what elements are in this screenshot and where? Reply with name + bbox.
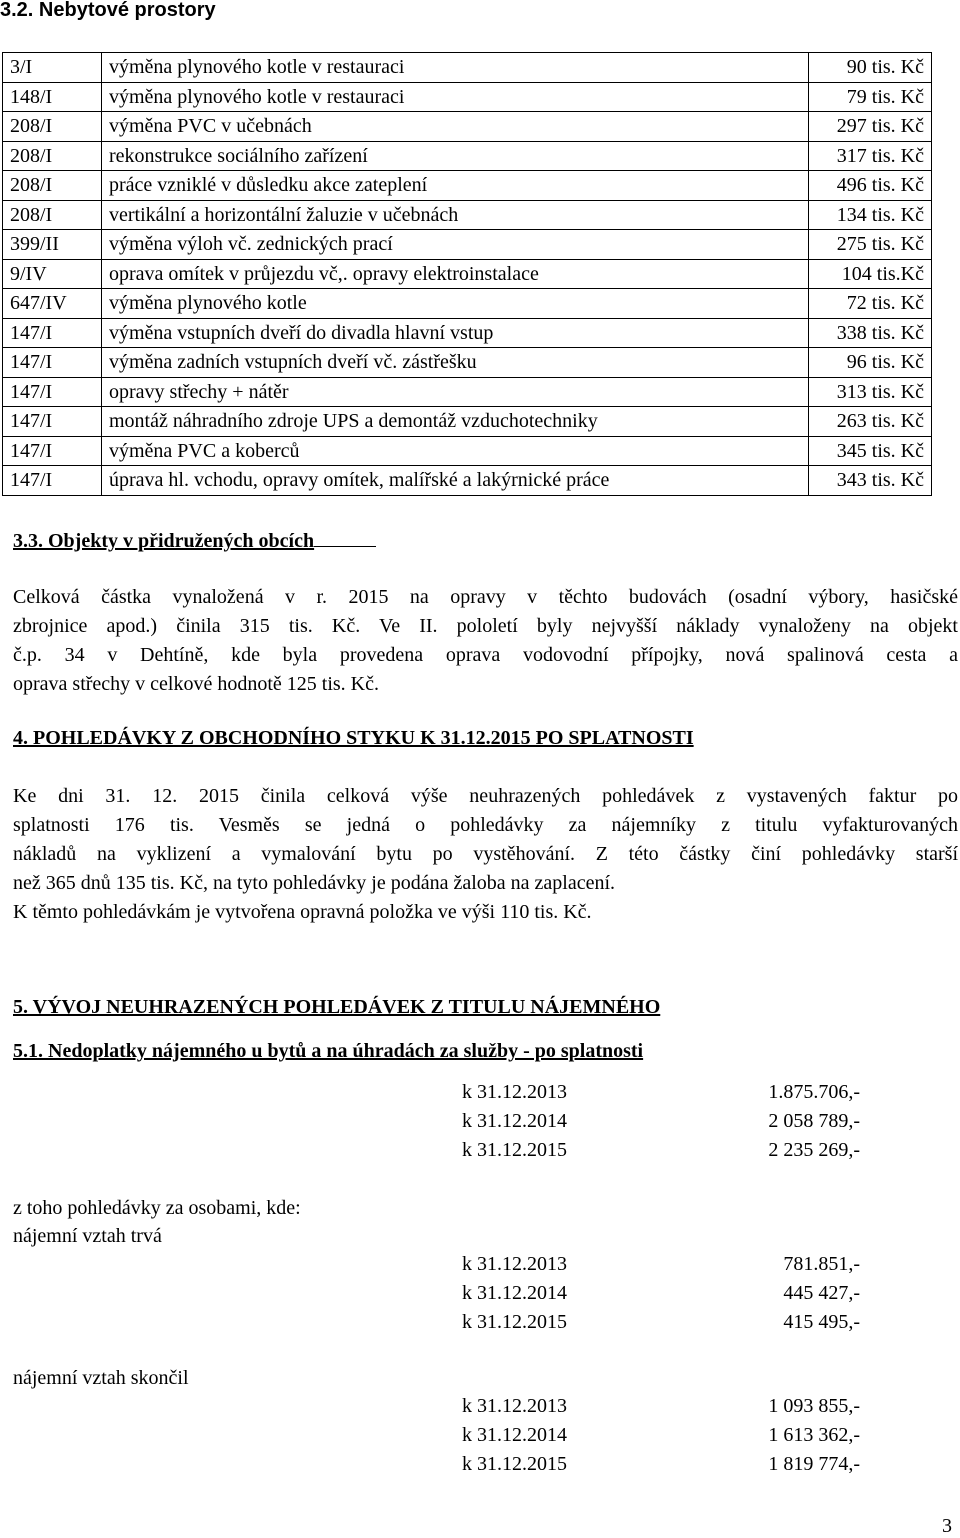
section-51-subtitle: 5.1. Nedoplatky nájemného u bytů a na úhradách za služby - po splatnosti xyxy=(13,1040,644,1062)
row-description: výměna PVC a koberců xyxy=(102,436,809,466)
table-row xyxy=(3,407,932,437)
text-line: Ke dni 31. 12. 2015 činila celková výše neuhrazených pohledávek z vystavených faktur po xyxy=(13,785,958,807)
row-amount: 496 tis. Kč xyxy=(809,171,932,201)
amount-row xyxy=(462,1110,860,1136)
row-code: 148/I xyxy=(3,82,102,112)
amount-value: 1 613 362,- xyxy=(768,1424,860,1446)
amount-date: k 31.12.2015 xyxy=(462,1453,567,1475)
row-amount: 96 tis. Kč xyxy=(809,348,932,378)
row-description: výměna plynového kotle v restauraci xyxy=(102,53,809,83)
row-amount: 343 tis. Kč xyxy=(809,466,932,496)
label-persons: z toho pohledávky za osobami, kde: xyxy=(13,1197,301,1219)
section-5-title: 5. VÝVOJ NEUHRAZENÝCH POHLEDÁVEK Z TITULU NÁJEMNÉHO xyxy=(13,996,661,1018)
row-code: 647/IV xyxy=(3,289,102,319)
row-code: 147/I xyxy=(3,377,102,407)
row-amount: 79 tis. Kč xyxy=(809,82,932,112)
table-row xyxy=(3,318,932,348)
amount-value: 1.875.706,- xyxy=(768,1081,860,1103)
amount-date: k 31.12.2013 xyxy=(462,1395,567,1417)
row-code: 3/I xyxy=(3,53,102,83)
section-4-paragraph xyxy=(13,782,958,927)
row-amount: 338 tis. Kč xyxy=(809,318,932,348)
amount-value: 415 495,- xyxy=(783,1311,860,1333)
section-4-title: 4. POHLEDÁVKY Z OBCHODNÍHO STYKU K 31.12.2015 PO SPLATNOSTI xyxy=(13,727,694,749)
page-number: 3 xyxy=(942,1515,952,1537)
text-line: oprava střechy v celkové hodnotě 125 tis. Kč. xyxy=(13,673,380,695)
row-code: 208/I xyxy=(3,112,102,142)
row-description: rekonstrukce sociálního zařízení xyxy=(102,141,809,171)
row-code: 147/I xyxy=(3,436,102,466)
row-amount: 134 tis. Kč xyxy=(809,200,932,230)
table-row xyxy=(3,53,932,83)
table-row xyxy=(3,289,932,319)
works-table xyxy=(2,52,932,496)
amount-date: k 31.12.2013 xyxy=(462,1253,567,1275)
text-line: Celková částka vynaložená v r. 2015 na opravy v těchto budovách (osadní výbory, hasičské xyxy=(13,586,958,608)
row-amount: 275 tis. Kč xyxy=(809,230,932,260)
row-code: 147/I xyxy=(3,348,102,378)
amount-row xyxy=(462,1424,860,1450)
text-line: zbrojnice apod.) činila 315 tis. Kč. Ve II. pololetí byly nejvyšší náklady vynaloženy na objekt xyxy=(13,615,958,637)
table-row xyxy=(3,82,932,112)
row-description: výměna PVC v učebnách xyxy=(102,112,809,142)
row-code: 9/IV xyxy=(3,259,102,289)
row-amount: 297 tis. Kč xyxy=(809,112,932,142)
table-row xyxy=(3,171,932,201)
table-row xyxy=(3,230,932,260)
row-description: výměna vstupních dveří do divadla hlavní vstup xyxy=(102,318,809,348)
text-line: nákladů na vyklizení a vymalování bytu po vystěhování. Z této částky činí pohledávky starší xyxy=(13,843,958,865)
row-code: 399/II xyxy=(3,230,102,260)
amount-row xyxy=(462,1139,860,1165)
amount-date: k 31.12.2015 xyxy=(462,1311,567,1333)
row-code: 147/I xyxy=(3,318,102,348)
amount-date: k 31.12.2014 xyxy=(462,1424,567,1446)
row-amount: 90 tis. Kč xyxy=(809,53,932,83)
row-description: opravy střechy + nátěr xyxy=(102,377,809,407)
text-line: než 365 dnů 135 tis. Kč, na tyto pohledávky je podána žaloba na zaplacení. xyxy=(13,872,616,894)
amount-date: k 31.12.2015 xyxy=(462,1139,567,1161)
amount-row xyxy=(462,1282,860,1308)
row-amount: 313 tis. Kč xyxy=(809,377,932,407)
text-line: K těmto pohledávkám je vytvořena opravná položka ve výši 110 tis. Kč. xyxy=(13,901,592,923)
amount-row xyxy=(462,1311,860,1337)
row-description: oprava omítek v průjezdu vč,. opravy elektroinstalace xyxy=(102,259,809,289)
text-line: splatnosti 176 tis. Vesměs se jedná o pohledávky za nájemníky z titulu vyfakturovaných xyxy=(13,814,958,836)
row-code: 147/I xyxy=(3,466,102,496)
row-amount: 104 tis.Kč xyxy=(809,259,932,289)
row-description: výměna zadních vstupních dveří vč. zástřešku xyxy=(102,348,809,378)
table-row xyxy=(3,377,932,407)
row-code: 208/I xyxy=(3,141,102,171)
row-code: 147/I xyxy=(3,407,102,437)
amount-date: k 31.12.2014 xyxy=(462,1110,567,1132)
table-row xyxy=(3,259,932,289)
table-row xyxy=(3,141,932,171)
row-amount: 317 tis. Kč xyxy=(809,141,932,171)
table-row xyxy=(3,112,932,142)
amount-value: 2 235 269,- xyxy=(768,1139,860,1161)
table-row xyxy=(3,466,932,496)
row-amount: 263 tis. Kč xyxy=(809,407,932,437)
row-code: 208/I xyxy=(3,171,102,201)
row-description: výměna plynového kotle v restauraci xyxy=(102,82,809,112)
row-description: vertikální a horizontální žaluzie v učebnách xyxy=(102,200,809,230)
section-32-title: 3.2. Nebytové prostory xyxy=(0,0,216,21)
text-line: č.p. 34 v Dehtíně, kde byla provedena oprava vodovodní přípojky, nová spalinová cesta a xyxy=(13,644,958,666)
row-code: 208/I xyxy=(3,200,102,230)
row-description: práce vzniklé v důsledku akce zateplení xyxy=(102,171,809,201)
table-row xyxy=(3,200,932,230)
amount-value: 781.851,- xyxy=(783,1253,860,1275)
table-row xyxy=(3,436,932,466)
section-33-paragraph xyxy=(13,583,958,699)
row-description: výměna plynového kotle xyxy=(102,289,809,319)
amount-row xyxy=(462,1395,860,1421)
section-33-title: 3.3. Objekty v přidružených obcích xyxy=(13,528,376,553)
amount-row xyxy=(462,1253,860,1279)
amount-value: 1 819 774,- xyxy=(768,1453,860,1475)
amount-value: 2 058 789,- xyxy=(768,1110,860,1132)
label-active-tenancy: nájemní vztah trvá xyxy=(13,1225,162,1247)
row-description: montáž náhradního zdroje UPS a demontáž vzduchotechniky xyxy=(102,407,809,437)
amount-row xyxy=(462,1081,860,1107)
table-row xyxy=(3,348,932,378)
row-description: úprava hl. vchodu, opravy omítek, malířské a lakýrnické práce xyxy=(102,466,809,496)
row-amount: 72 tis. Kč xyxy=(809,289,932,319)
row-description: výměna výloh vč. zednických prací xyxy=(102,230,809,260)
label-ended-tenancy: nájemní vztah skončil xyxy=(13,1367,189,1389)
amount-date: k 31.12.2013 xyxy=(462,1081,567,1103)
amount-value: 445 427,- xyxy=(783,1282,860,1304)
amount-value: 1 093 855,- xyxy=(768,1395,860,1417)
row-amount: 345 tis. Kč xyxy=(809,436,932,466)
amount-date: k 31.12.2014 xyxy=(462,1282,567,1304)
amount-row xyxy=(462,1453,860,1479)
